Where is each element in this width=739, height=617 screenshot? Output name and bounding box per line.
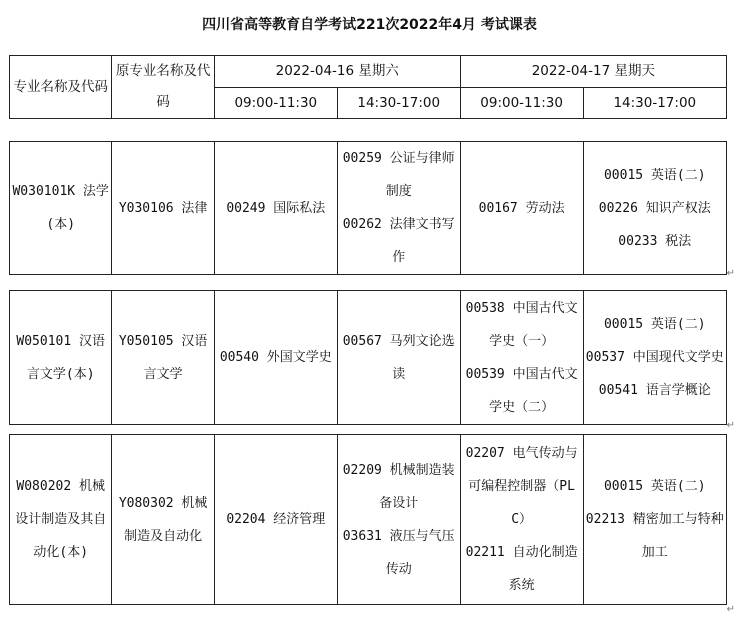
course: 02204 经济管理	[226, 512, 326, 527]
course: 00538 中国古代文学史（一）	[465, 300, 578, 349]
header-old-major: 原专业名称及代码	[112, 56, 214, 119]
course: 00015 英语(二)	[603, 479, 706, 494]
cell-d1-am	[214, 435, 337, 605]
course: 00259 公证与律师制度	[342, 151, 455, 199]
table-row	[9, 141, 727, 275]
cell-d1-pm	[337, 142, 460, 275]
cell-d2-am	[460, 142, 583, 275]
header-date-1: 2022-04-16 星期六	[214, 56, 460, 88]
row-end-mark: ↵	[726, 604, 735, 615]
course: 00537 中国现代文学史	[585, 350, 724, 365]
cell-d2-pm	[583, 142, 726, 275]
course: 00540 外国文学史	[219, 350, 332, 365]
cell-old-major: Y080302 机械制造及自动化	[112, 435, 214, 605]
course: 00233 税法	[618, 233, 692, 249]
row-end-mark: ↵	[726, 420, 735, 431]
header-d2-pm: 14:30-17:00	[583, 87, 726, 119]
header-d1-pm: 14:30-17:00	[337, 87, 460, 119]
table-row	[9, 434, 727, 605]
header-date-2: 2022-04-17 星期天	[460, 56, 726, 88]
row-end-mark: ↵	[726, 268, 735, 279]
cell-d2-am	[460, 435, 583, 605]
header-d1-am: 09:00-11:30	[214, 87, 337, 119]
cell-major: W080202 机械设计制造及其自动化(本)	[10, 435, 112, 605]
cell-d1-am	[214, 142, 337, 275]
course: 00226 知识产权法	[598, 200, 711, 216]
course: 02207 电气传动与可编程控制器（PLC）	[465, 446, 578, 527]
header-d2-am: 09:00-11:30	[460, 87, 583, 119]
cell-major: W050101 汉语言文学(本)	[10, 291, 112, 425]
course: 00262 法律文书写作	[342, 217, 455, 265]
page-title: 四川省高等教育自学考试221次2022年4月 考试课表	[202, 17, 537, 33]
course: 00539 中国古代文学史（二）	[465, 366, 578, 415]
cell-d1-pm	[337, 291, 460, 425]
schedule-header	[9, 55, 727, 119]
cell-d2-pm	[583, 291, 726, 425]
cell-major: W030101K 法学(本)	[10, 142, 112, 275]
cell-d2-am	[460, 291, 583, 425]
cell-old-major: Y030106 法律	[112, 142, 214, 275]
course: 00015 英语(二)	[603, 317, 706, 332]
cell-old-major: Y050105 汉语言文学	[112, 291, 214, 425]
course: 03631 液压与气压传动	[342, 528, 455, 577]
course: 02211 自动化制造系统	[465, 545, 578, 593]
course: 02213 精密加工与特种加工	[585, 512, 724, 560]
course: 02209 机械制造装备设计	[342, 462, 455, 511]
course: 00567 马列文论选读	[342, 333, 455, 382]
cell-d2-pm	[583, 435, 726, 605]
table-row	[9, 290, 727, 425]
header-major: 专业名称及代码	[10, 56, 112, 119]
course: 00015 英语(二)	[603, 167, 706, 183]
course: 00167 劳动法	[478, 200, 565, 216]
course: 00249 国际私法	[226, 200, 326, 216]
cell-d1-pm	[337, 435, 460, 605]
cell-d1-am	[214, 291, 337, 425]
course: 00541 语言学概论	[598, 383, 711, 398]
